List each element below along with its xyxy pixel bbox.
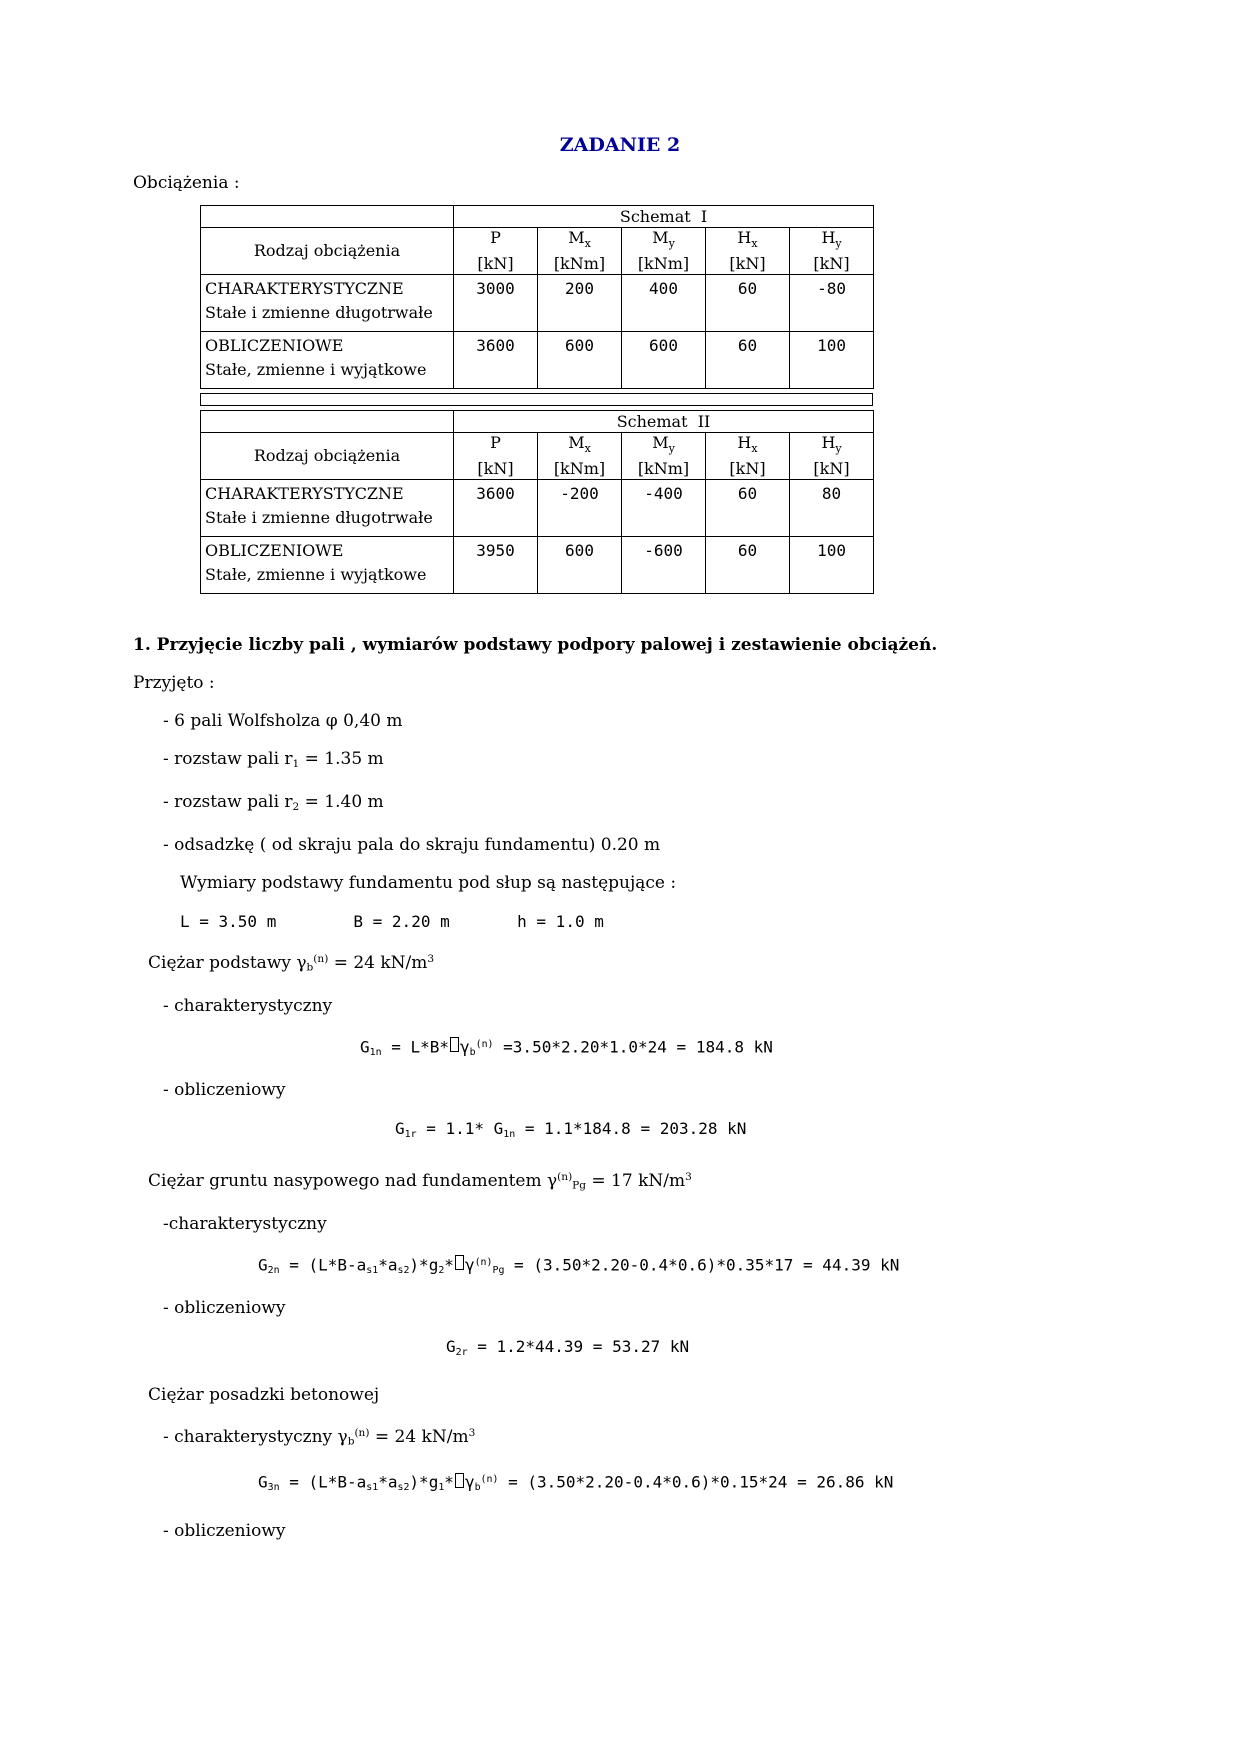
col-header-hy: $H_y$ [kN] [790, 433, 874, 480]
row-label: OBLICZENIOWE Stałe, zmienne i wyjątkowe [201, 332, 454, 389]
table-row [201, 411, 874, 433]
value-cell: 100 [790, 332, 874, 389]
col-header-p: P [kN] [454, 228, 538, 275]
section-heading: 1. Przyjęcie liczby pali , wymiarów podstawy podpory palowej i zestawienie obciążeń. [133, 635, 938, 656]
table-row-obliczeniowe [201, 332, 874, 389]
ciezar-gruntu-line: Ciężar gruntu nasypowego nad fundamentem $\gamma^{(n)}Pg = 17$ $kN/m^3$ [148, 1170, 692, 1192]
dims-line: L = 3.50 m B = 2.20 m h = 1.0 m [180, 912, 604, 932]
table-header-row [201, 228, 874, 275]
col-unit: [kN] [813, 459, 850, 479]
value-cell: 400 [622, 275, 706, 332]
col-header-p: P [kN] [454, 433, 538, 480]
value-cell: 60 [706, 275, 790, 332]
bullet-odsadzka: - odsadzkę ( od skraju pala do skraju fundamentu) 0.20 m [163, 835, 661, 856]
value-cell: 100 [790, 537, 874, 594]
loads-table-schemat-2 [200, 410, 874, 594]
bullet-rozstaw-r2: - rozstaw pali r2 = 1.40 m [163, 792, 384, 814]
ciezar-posadzki-line: Ciężar posadzki betonowej [148, 1384, 380, 1405]
row-label: CHARAKTERYSTYCZNE Stałe i zmienne długotrwałe [201, 275, 454, 332]
value-cell: 3600 [454, 480, 538, 537]
col-unit: [kNm] [637, 459, 690, 479]
page-title: ZADANIE 2 [559, 134, 681, 156]
value-cell: -400 [622, 480, 706, 537]
value-cell: 600 [538, 537, 622, 594]
col-unit: [kNm] [637, 254, 690, 274]
bullet-rozstaw-r1: - rozstaw pali r1 = 1.35 m [163, 749, 384, 771]
col-unit: [kN] [813, 254, 850, 274]
table-separator-strip [200, 393, 873, 406]
col-unit: [kN] [477, 254, 514, 274]
obliczeniowy-label-3: - obliczeniowy [163, 1520, 286, 1541]
ciezar-podstawy-line: Ciężar podstawy $\gamma b^{(n)} = 24$ $kN/m^3$ [148, 953, 435, 974]
row-label: CHARAKTERYSTYCZNE Stałe i zmienne długotrwałe [201, 480, 454, 537]
col-unit: [kNm] [553, 459, 606, 479]
col-header-hx: $H_x$ [kN] [706, 433, 790, 480]
wymiary-text: Wymiary podstawy fundamentu pod słup są następujące : [180, 873, 677, 894]
col-header-hy: $H_y$ [kN] [790, 228, 874, 275]
value-cell: 3600 [454, 332, 538, 389]
charakterystyczny-label-3: - charakterystyczny $\gamma b^{(n)} = 24$ $kN/m^3$ [163, 1426, 476, 1448]
value-cell: -80 [790, 275, 874, 332]
table-row [201, 206, 874, 228]
col-header-mx: $M_x$ [kNm] [538, 433, 622, 480]
formula-g2n: G2n = (L*B-as1*as2)*g2* $\gamma^{(n)}Pg = (3.50*2.20-0.4*0.6)*0.35*17 = 44.39$ kN [258, 1255, 900, 1276]
col-unit: [kN] [729, 254, 766, 274]
value-cell: 600 [622, 332, 706, 389]
przyjeto-label: Przyjęto : [133, 673, 215, 694]
intro-label: Obciążenia : [133, 173, 240, 193]
empty-corner-cell [201, 206, 454, 228]
obliczeniowy-label-2: - obliczeniowy [163, 1297, 286, 1318]
row-label: OBLICZENIOWE Stałe, zmienne i wyjątkowe [201, 537, 454, 594]
formula-g1n: G1n = L*B* $\gamma b^{(n)} =3.50*2.20*1.0*24 = 184.8$ kN [360, 1037, 773, 1059]
value-cell: 60 [706, 332, 790, 389]
col-header-rodzaj: Rodzaj obciążenia [201, 228, 454, 275]
formula-g2r: G2r = 1.2*44.39 = 53.27 kN [446, 1336, 690, 1358]
value-cell: 80 [790, 480, 874, 537]
value-cell: 3950 [454, 537, 538, 594]
col-unit: [kN] [729, 459, 766, 479]
col-header-rodzaj: Rodzaj obciążenia [201, 433, 454, 480]
value-cell: 600 [538, 332, 622, 389]
schemat-2-title: Schemat II [454, 411, 874, 433]
col-header-hx: $H_x$ [kN] [706, 228, 790, 275]
value-cell: -200 [538, 480, 622, 537]
table-row-charakterystyczne [201, 275, 874, 332]
table-row-charakterystyczne [201, 480, 874, 537]
loads-table-schemat-1 [200, 205, 874, 389]
charakterystyczny-label-1: - charakterystyczny [163, 995, 333, 1016]
value-cell: 60 [706, 480, 790, 537]
formula-g3n: G3n = (L*B-as1*as2)*g1* $\gamma b^{(n)} = (3.50*2.20-0.4*0.6)*0.15*24 = 26.86$ kN [258, 1472, 894, 1494]
col-unit: [kNm] [553, 254, 606, 274]
value-cell: -600 [622, 537, 706, 594]
value-cell: 3000 [454, 275, 538, 332]
col-header-my: $M_y$ [kNm] [622, 433, 706, 480]
table-row-obliczeniowe [201, 537, 874, 594]
charakterystyczny-label-2: -charakterystyczny [163, 1213, 327, 1234]
value-cell: 200 [538, 275, 622, 332]
col-header-mx: $M_x$ [kNm] [538, 228, 622, 275]
schemat-1-title: Schemat I [454, 206, 874, 228]
empty-corner-cell [201, 411, 454, 433]
bullet-pali: - 6 pali Wolfsholza φ 0,40 m [163, 711, 403, 732]
table-header-row [201, 433, 874, 480]
value-cell: 60 [706, 537, 790, 594]
formula-g1r: G1r = 1.1* G1n = 1.1*184.8 = 203.28 kN [395, 1119, 747, 1140]
col-unit: [kN] [477, 459, 514, 479]
col-header-my: $M_y$ [kNm] [622, 228, 706, 275]
obliczeniowy-label-1: - obliczeniowy [163, 1080, 286, 1101]
